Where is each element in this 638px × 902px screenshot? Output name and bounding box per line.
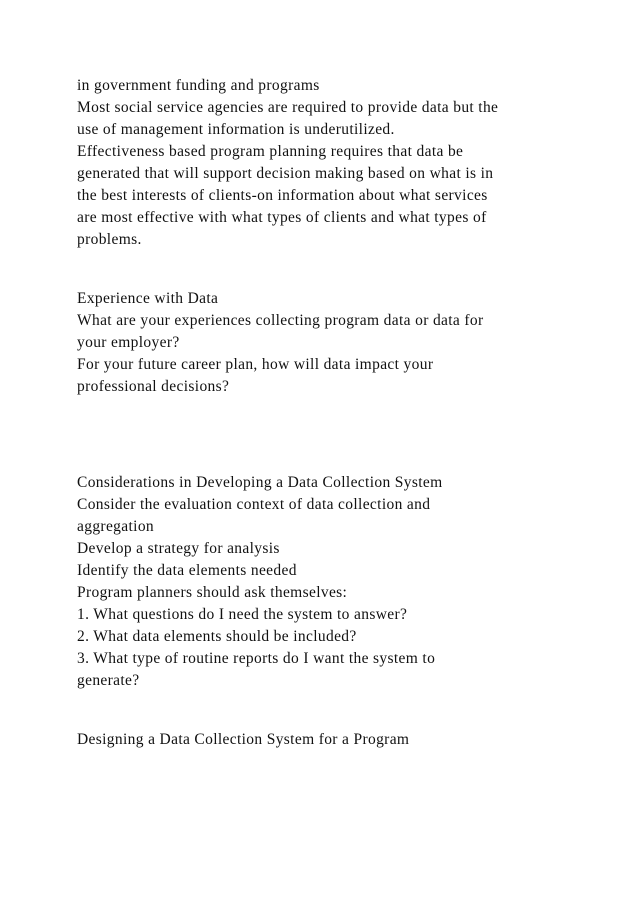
text-line: aggregation	[77, 518, 155, 535]
text-line: are most effective with what types of clients and what types of	[77, 209, 487, 226]
list-item: 1. What questions do I need the system to answer?	[77, 606, 408, 623]
text-line: the best interests of clients-on information about what services	[77, 187, 488, 204]
text-line: Most social service agencies are required to provide data but the	[77, 99, 499, 116]
text-line: problems.	[77, 231, 142, 248]
text-line: in government funding and programs	[77, 77, 320, 94]
list-item: 2. What data elements should be included?	[77, 628, 357, 645]
text-line: Effectiveness based program planning requires that data be	[77, 143, 464, 160]
text-line: your employer?	[77, 334, 180, 351]
text-line: Develop a strategy for analysis	[77, 540, 280, 557]
text-line: What are your experiences collecting program data or data for	[77, 312, 484, 329]
text-line: Identify the data elements needed	[77, 562, 297, 579]
text-line: use of management information is underutilized.	[77, 121, 395, 138]
text-line: Program planners should ask themselves:	[77, 584, 348, 601]
section-heading: Designing a Data Collection System for a Program	[77, 731, 410, 748]
text-line: generate?	[77, 672, 140, 689]
text-line: generated that will support decision making based on what is in	[77, 165, 494, 182]
section-heading: Experience with Data	[77, 290, 219, 307]
text-line: professional decisions?	[77, 378, 230, 395]
text-line: Consider the evaluation context of data collection and	[77, 496, 431, 513]
section-heading: Considerations in Developing a Data Collection System	[77, 474, 443, 491]
text-line: For your future career plan, how will data impact your	[77, 356, 434, 373]
list-item: 3. What type of routine reports do I want the system to	[77, 650, 436, 667]
